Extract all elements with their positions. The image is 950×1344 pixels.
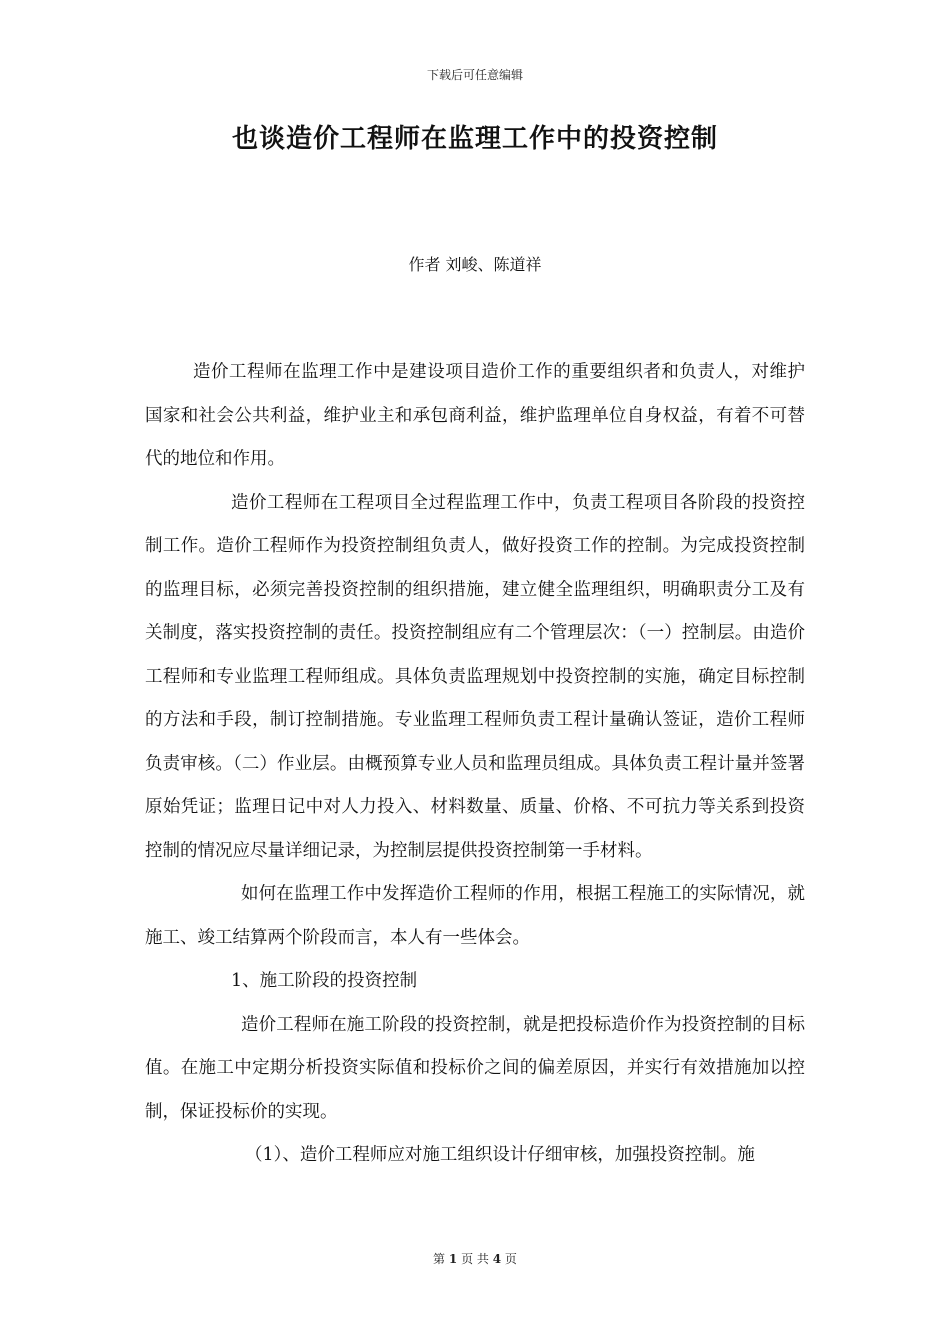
page-number: 1 — [448, 1252, 458, 1266]
paragraph: 造价工程师在工程项目全过程监理工作中，负责工程项目各阶段的投资控制工作。造价工程师作为投资控制组负责人，做好投资工作的控制。为完成投资控制的监理目标，必须完善投资控制的组织措施，建立健全监理组织，明确职责分工及有关制度，落实投资控制的责任。投资控制组应有二个管理层次：（一）控制层。由造价工程师和专业监理工程师组成。具体负责监理规划中投资控制的实施，确定目标控制的方法和手段，制订控制措施。专业监理工程师负责工程计量确认签证，造价工程师负责审核。（二）作业层。由概预算专业人员和监理员组成。具体负责工程计量并签署原始凭证；监理日记中对人力投入、材料数量、质量、价格、不可抗力等关系到投资控制的情况应尽量详细记录，为控制层提供投资控制第一手材料。 — [145, 492, 805, 861]
paragraph: （1）、造价工程师应对施工组织设计仔细审核，加强投资控制。施 — [245, 1145, 755, 1165]
paragraph: 造价工程师在施工阶段的投资控制，就是把投标造价作为投资控制的目标值。在施工中定期分析投资实际值和投标价之间的偏差原因，并实行有效措施加以控制，保证投标价的实现。 — [145, 1014, 805, 1122]
page-total: 4 — [492, 1252, 502, 1266]
footer-middle: 页 共 — [461, 1252, 489, 1266]
document-title: 也谈造价工程师在监理工作中的投资控制 — [231, 124, 718, 154]
author-line: 作者 刘峻、陈道祥 — [408, 255, 542, 274]
section-heading: 1、施工阶段的投资控制 — [231, 971, 418, 991]
page-footer — [0, 1250, 950, 1267]
page-header: 下载后可任意编辑 — [426, 68, 523, 82]
footer-prefix: 第 — [433, 1252, 446, 1266]
paragraph: 如何在监理工作中发挥造价工程师的作用，根据工程施工的实际情况，就施工、竣工结算两个阶段而言，本人有一些体会。 — [145, 884, 805, 948]
paragraph: 造价工程师在监理工作中是建设项目造价工作的重要组织者和负责人，对维护国家和社会公共利益，维护业主和承包商利益，维护监理单位自身权益，有着不可替代的地位和作用。 — [145, 362, 805, 469]
footer-suffix: 页 — [504, 1252, 517, 1266]
document-body — [145, 351, 805, 1178]
